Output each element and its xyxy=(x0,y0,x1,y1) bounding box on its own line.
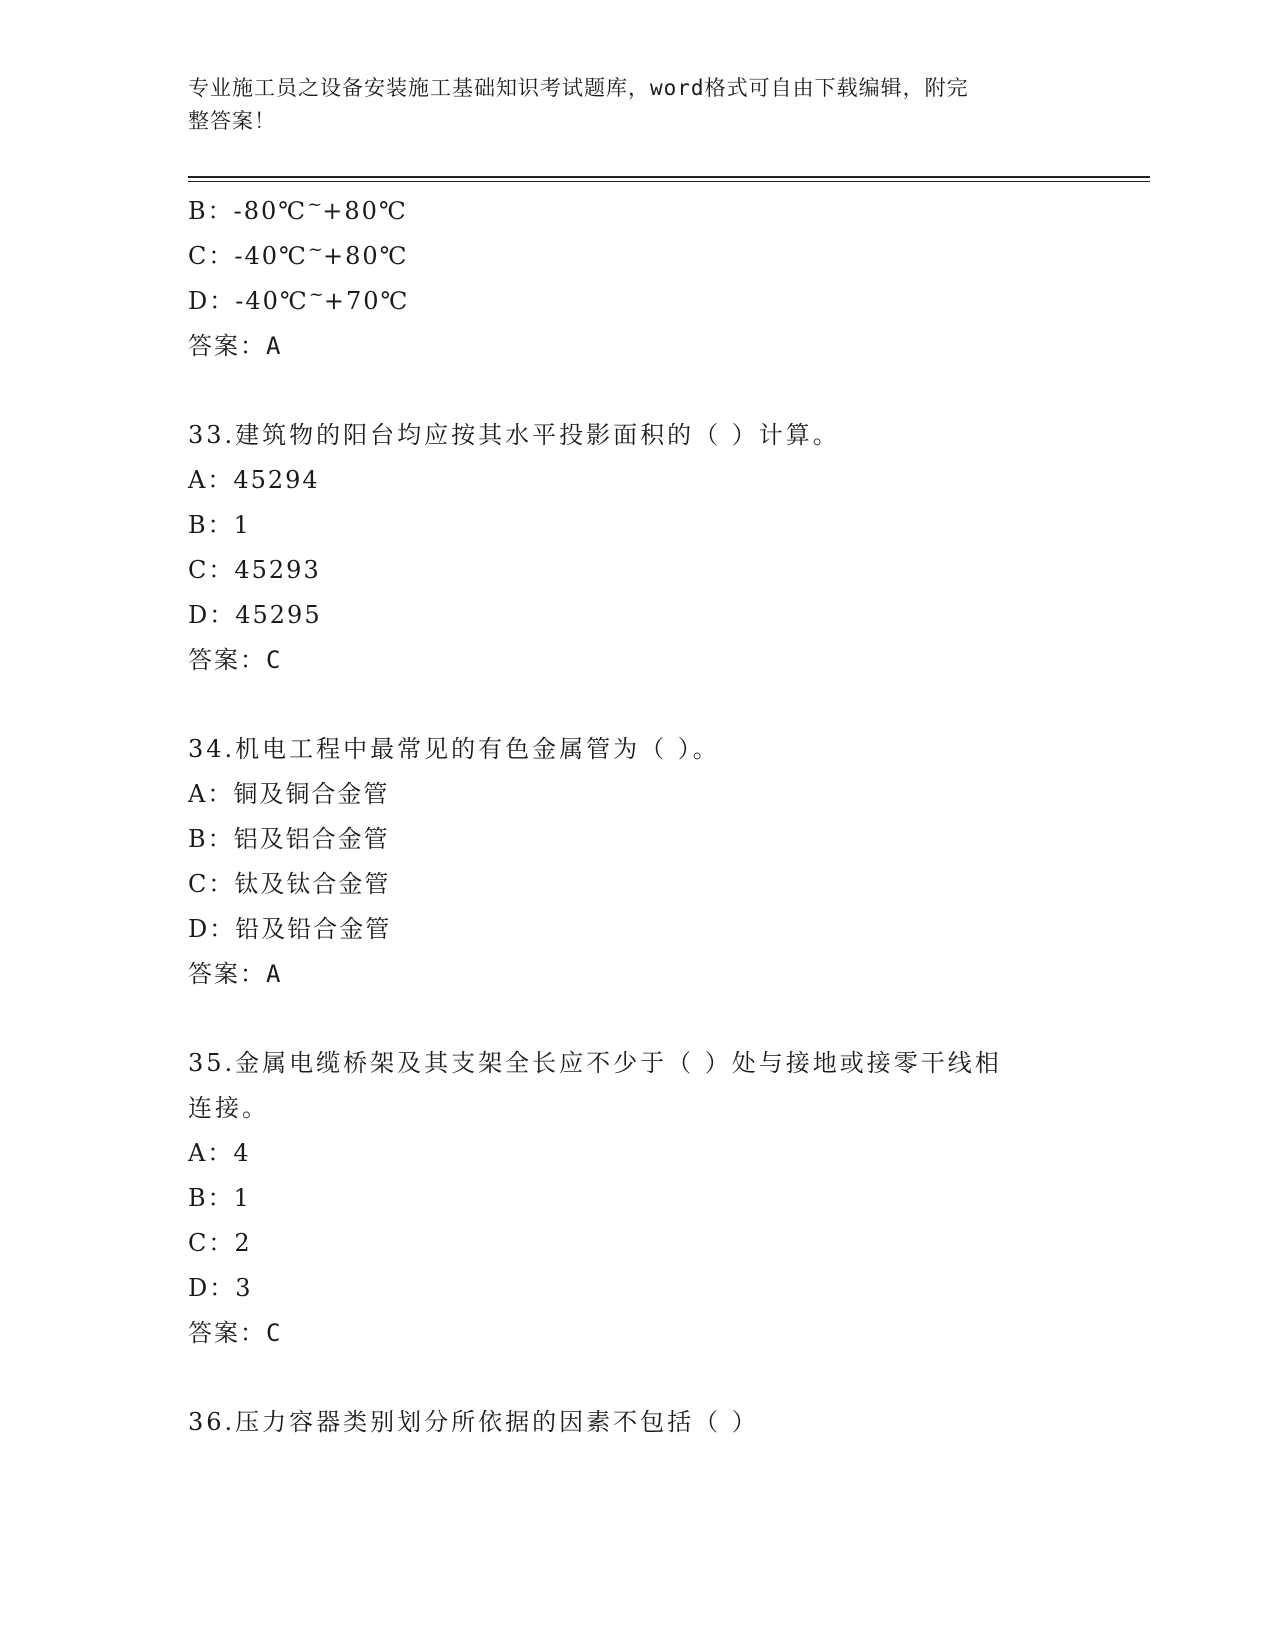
question-33 xyxy=(188,413,1068,683)
option-b: B：铝及铝合金管 xyxy=(188,825,390,853)
question-stem: 36.压力容器类别划分所依据的因素不包括（ ） xyxy=(188,1408,759,1436)
question-stem: 33.建筑物的阳台均应按其水平投影面积的（ ）计算。 xyxy=(188,421,840,449)
answer-line: 答案：C xyxy=(188,1319,283,1347)
option-d: D：-40℃~+70℃ xyxy=(188,284,410,315)
option-d: D：45295 xyxy=(188,601,322,629)
question-35 xyxy=(188,1041,1068,1356)
question-stem-line-2: 连接。 xyxy=(188,1094,269,1122)
question-stem: 34.机电工程中最常见的有色金属管为（ ）。 xyxy=(188,735,720,763)
option-d: D：铅及铅合金管 xyxy=(188,915,392,943)
question-36 xyxy=(188,1400,1068,1445)
option-c: C：-40℃~+80℃ xyxy=(188,239,409,270)
option-c: C：钛及钛合金管 xyxy=(188,870,391,898)
answer-line: 答案：C xyxy=(188,646,283,674)
option-d: D：3 xyxy=(188,1274,253,1302)
header-line-1: 专业施工员之设备安装施工基础知识考试题库，word格式可自由下载编辑，附完 xyxy=(188,76,969,100)
header-divider-thin xyxy=(188,181,1150,182)
option-a: A：45294 xyxy=(188,466,320,494)
question-32-continued xyxy=(188,189,1068,369)
question-list xyxy=(188,189,1068,1445)
option-c: C：2 xyxy=(188,1229,252,1257)
option-c: C：45293 xyxy=(188,556,321,584)
option-b: B：1 xyxy=(188,511,251,539)
option-b: B：-80℃~+80℃ xyxy=(188,194,408,225)
question-34 xyxy=(188,727,1068,997)
question-stem-line-1: 35.金属电缆桥架及其支架全长应不少于（ ）处与接地或接零干线相 xyxy=(188,1049,1002,1077)
document-header xyxy=(188,72,1068,138)
header-line-2: 整答案！ xyxy=(188,109,276,133)
answer-line: 答案：A xyxy=(188,960,283,988)
option-a: A：铜及铜合金管 xyxy=(188,780,390,808)
option-b: B：1 xyxy=(188,1184,251,1212)
option-a: A：4 xyxy=(188,1139,251,1167)
answer-line: 答案：A xyxy=(188,332,283,360)
header-divider-thick xyxy=(188,176,1150,178)
